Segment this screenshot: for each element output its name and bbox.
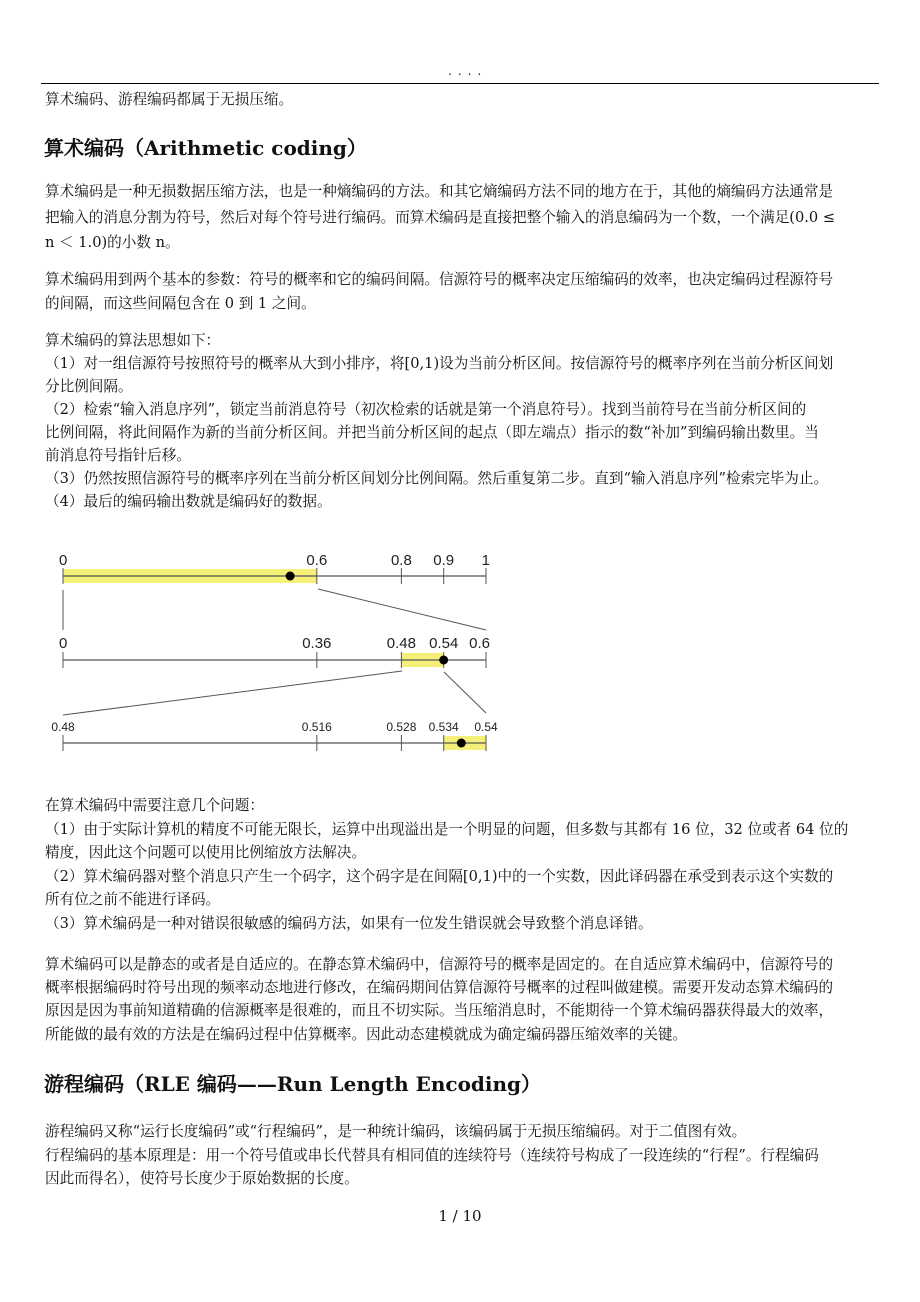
para5-line: 概率根据编码时符号出现的频率动态地进行修改，在编码期间估算信源符号概率的过程叫做建模。需要开发动态算术编码的 xyxy=(45,979,834,996)
para3-line: （2）检索“输入消息序列”，锁定当前消息符号（初次检索的话就是第一个消息符号）。找到当前符号在当前分析区间的 xyxy=(45,401,807,418)
tick-label: 0.6 xyxy=(469,635,490,652)
tick-label: 0.8 xyxy=(390,552,412,569)
zoom-connector xyxy=(318,589,486,630)
intro-text: 算术编码、游程编码都属于无损压缩。 xyxy=(45,91,294,108)
para3-line: （3）仍然按照信源符号的概率序列在当前分析区间划分比例间隔。然后重复第二步。直到“输入消息序列”检索完毕为止。 xyxy=(45,470,829,487)
tick-label: 0.48 xyxy=(386,635,417,652)
tick-label: 0.516 xyxy=(301,720,332,734)
tick-label: 0.48 xyxy=(51,720,75,734)
para5-line: 所能做的最有效的方法是在编码过程中估算概率。因此动态建模就成为确定编码器压缩效率的关键。 xyxy=(45,1026,688,1043)
page-number: 1 / 10 xyxy=(438,1207,482,1225)
para2-line: 的间隔，而这些间隔包含在 0 到 1 之间。 xyxy=(45,295,316,312)
para4-line: （1）由于实际计算机的精度不可能无限长，运算中出现溢出是一个明显的问题，但多数与其都有 16 位，32 位或者 64 位的 xyxy=(45,821,849,838)
para3-line: （4）最后的编码输出数就是编码好的数据。 xyxy=(45,493,332,510)
para6-line: 因此而得名），使符号长度少于原始数据的长度。 xyxy=(45,1170,359,1187)
para6-line: 游程编码又称“运行长度编码”或“行程编码”，是一种统计编码，该编码属于无损压缩编码。对于二值图有效。 xyxy=(45,1123,747,1140)
tick-label: 0.6 xyxy=(306,552,328,569)
para1-line: 算术编码是一种无损数据压缩方法，也是一种熵编码的方法。和其它熵编码方法不同的地方在于，其他的熵编码方法通常是 xyxy=(45,183,834,200)
para3-line: 前消息符号指针后移。 xyxy=(45,447,191,464)
tick-label: 0 xyxy=(59,635,68,652)
para5-line: 算术编码可以是静态的或者是自适应的。在静态算术编码中，信源符号的概率是固定的。在自适应算术编码中，信源符号的 xyxy=(45,956,834,973)
para3-line: 分比例间隔。 xyxy=(45,378,133,395)
code-point-dot xyxy=(286,572,295,581)
para5-line: 原因是因为事前知道精确的信源概率是很难的，而且不切实际。当压缩消息时，不能期待一个算术编码器获得最大的效率， xyxy=(45,1002,834,1019)
zoom-connector xyxy=(444,672,486,713)
tick-label: 1 xyxy=(481,552,490,569)
para3-line: （1）对一组信源符号按照符号的概率从大到小排序，将[0,1)设为当前分析区间。按信源符号的概率序列在当前分析区间划 xyxy=(45,355,834,372)
para6-line: 行程编码的基本原理是：用一个符号值或串长代替具有相同值的连续符号（连续符号构成了一段连续的“行程”。行程编码 xyxy=(45,1147,819,1164)
heading-arithmetic-coding: 算术编码（Arithmetic coding） xyxy=(44,136,367,160)
para4-line: （3）算术编码是一种对错误很敏感的编码方法，如果有一位发生错误就会导致整个消息译错。 xyxy=(45,915,653,932)
para4-line: 精度，因此这个问题可以使用比例缩放方法解决。 xyxy=(45,844,367,861)
tick-label: 0.36 xyxy=(302,635,332,652)
para4-line: 所有位之前不能进行译码。 xyxy=(45,891,221,908)
tick-label: 0 xyxy=(59,552,68,569)
tick-label: 0.534 xyxy=(428,720,459,734)
header-dots: .... xyxy=(448,64,488,78)
code-point-dot xyxy=(457,739,466,748)
tick-label: 0.9 xyxy=(433,552,455,569)
tick-label: 0.54 xyxy=(474,720,498,734)
tick-label: 0.528 xyxy=(386,720,417,734)
para1-line: n ＜ 1.0)的小数 n。 xyxy=(45,234,180,251)
zoom-connector xyxy=(63,671,402,715)
para1-line: 把输入的消息分割为符号，然后对每个符号进行编码。而算术编码是直接把整个输入的消息编码为一个数，一个满足(0.0 ≤ xyxy=(45,209,836,226)
tick-label: 0.54 xyxy=(429,635,459,652)
para3-line: 比例间隔，将此间隔作为新的当前分析区间。并把当前分析区间的起点（即左端点）指示的数“补加”到编码输出数里。当 xyxy=(45,424,819,441)
para4-line: （2）算术编码器对整个消息只产生一个码字，这个码字是在间隔[0,1)中的一个实数，因此译码器在承受到表示这个实数的 xyxy=(45,868,834,885)
code-point-dot xyxy=(439,656,448,665)
para4-line: 在算术编码中需要注意几个问题： xyxy=(45,797,264,814)
para2-line: 算术编码用到两个基本的参数：符号的概率和它的编码间隔。信源符号的概率决定压缩编码的效率，也决定编码过程源符号 xyxy=(45,271,834,288)
para3-line: 算术编码的算法思想如下： xyxy=(45,332,221,349)
heading-rle: 游程编码（RLE 编码——Run Length Encoding） xyxy=(44,1072,542,1096)
